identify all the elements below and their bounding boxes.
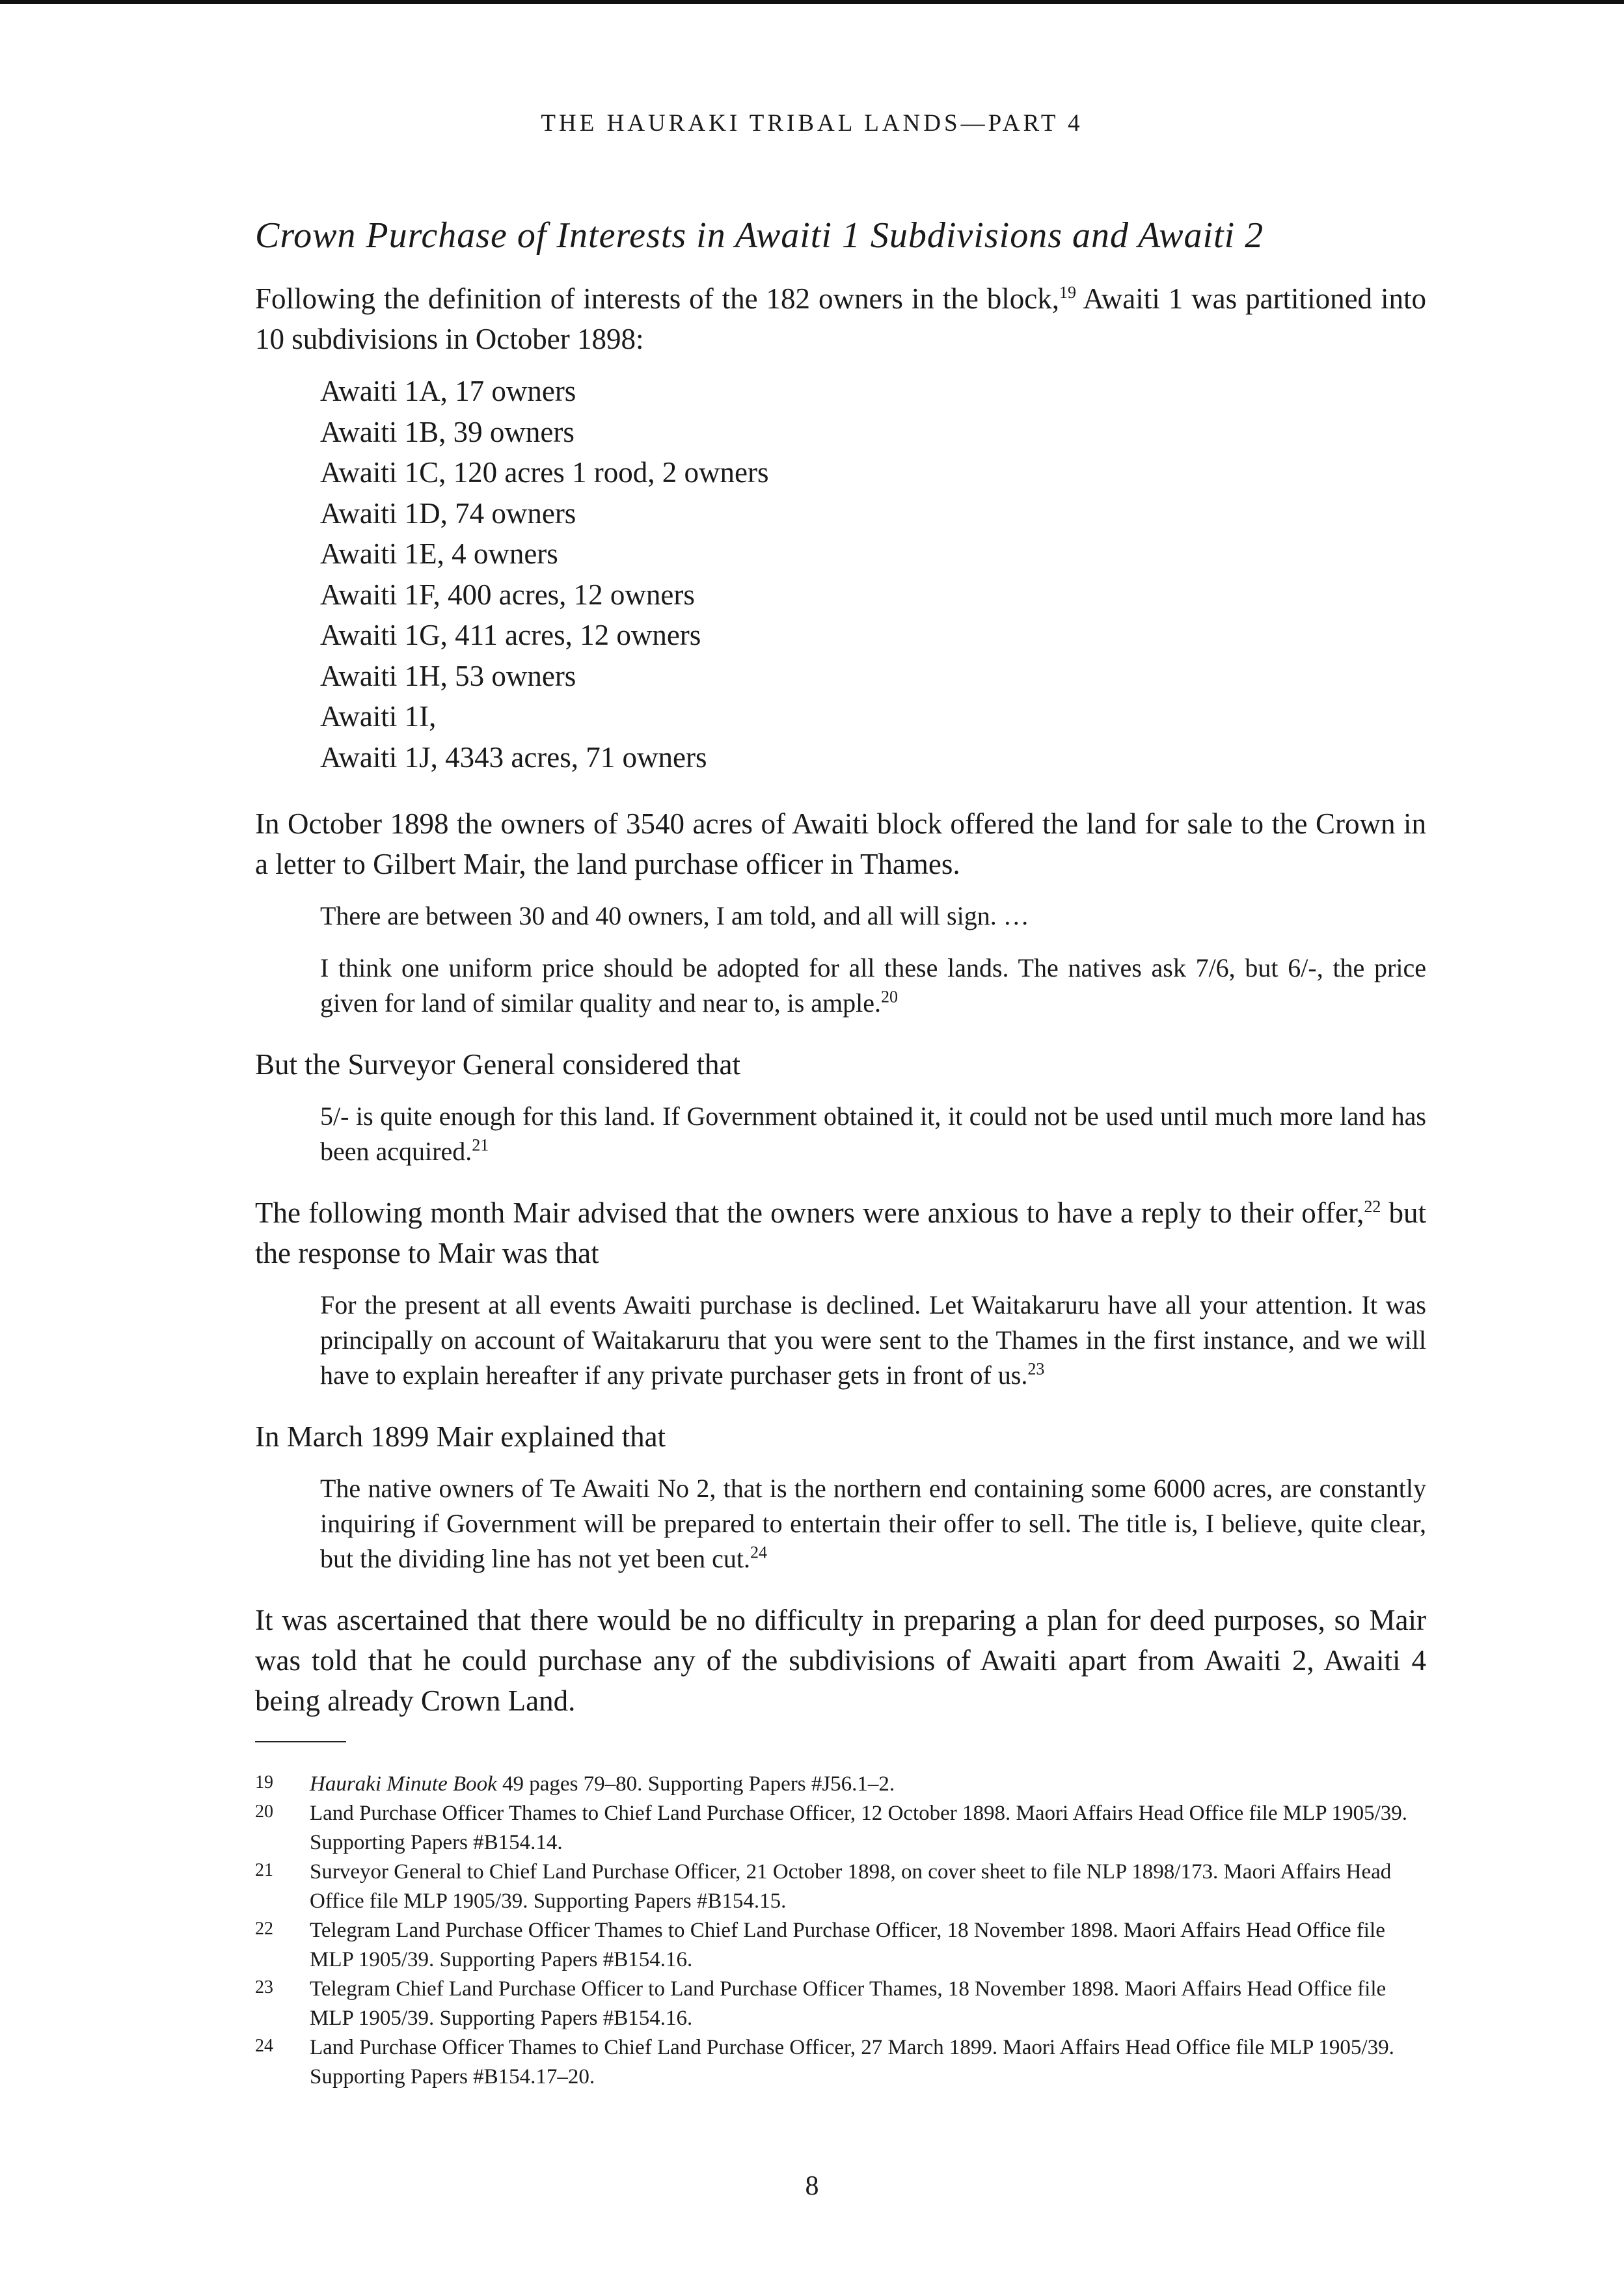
main-content xyxy=(255,215,1426,1721)
paragraph-3: But the Surveyor General considered that xyxy=(255,1048,741,1081)
quote-2 xyxy=(320,1099,1426,1169)
footnote-text: Land Purchase Officer Thames to Chief Land Purchase Officer, 12 October 1898. Maori Affairs Head Office file MLP 1905/39. Supporting Papers #B154.14. xyxy=(310,1802,1408,1854)
footnote xyxy=(255,1799,1426,1858)
paragraph-5: In March 1899 Mair explained that xyxy=(255,1420,666,1453)
footnote-text: Telegram Land Purchase Officer Thames to Chief Land Purchase Officer, 18 November 1898. Maori Affairs Head Office file MLP 1905/39. Supporting Papers #B154.16. xyxy=(310,1919,1385,1971)
footnote-ref-22[interactable]: 22 xyxy=(1364,1197,1381,1216)
subdivision-list xyxy=(255,371,1426,778)
footnote-text: Telegram Chief Land Purchase Officer to Land Purchase Officer Thames, 18 November 1898. Maori Affairs Head Office file MLP 1905/39. Supporting Papers #B154.16. xyxy=(310,1977,1387,2030)
footnote xyxy=(255,1975,1426,2033)
quote-1b xyxy=(320,951,1426,1021)
list-item: Awaiti 1G, 411 acres, 12 owners xyxy=(320,619,701,651)
footnote-number: 24 xyxy=(255,2036,273,2056)
list-item: Awaiti 1B, 39 owners xyxy=(320,415,575,448)
footnote-number: 19 xyxy=(255,1772,273,1792)
quote-1a: There are between 30 and 40 owners, I am told, and all will sign. … xyxy=(320,901,1029,930)
footnote-number: 20 xyxy=(255,1802,273,1822)
list-item: Awaiti 1C, 120 acres 1 rood, 2 owners xyxy=(320,456,769,489)
paragraph-1 xyxy=(255,278,1426,359)
paragraph-2: In October 1898 the owners of 3540 acres of Awaiti block offered the land for sale to the Crown in a letter to Gilbert Mair, the land purchase officer in Thames. xyxy=(255,807,1426,880)
quote-3-text: For the present at all events Awaiti purchase is declined. Let Waitakaruru have all your attention. It was principally on account of Waitakaruru that you were sent to the Thames in the first instance, and we will have to explain hereafter if any private purchaser gets in front of us. xyxy=(320,1290,1426,1390)
paragraph-1-text-a: Following the definition of interests of the 182 owners in the block, xyxy=(255,282,1059,315)
paragraph-4-text-b: but the response to Mair was that xyxy=(255,1197,1426,1269)
quote-4-text: The native owners of Te Awaiti No 2, that is the northern end containing some 6000 acres, are constantly inquiring if Government will be prepared to entertain their offer to sell. The title is, I believe, quite clear, but the dividing line has not yet been cut. xyxy=(320,1474,1426,1573)
paragraph-4 xyxy=(255,1193,1426,1273)
footnote xyxy=(255,1770,1426,1799)
footnote-ref-19[interactable]: 19 xyxy=(1059,283,1076,302)
page-number: 8 xyxy=(805,2171,819,2201)
quote-3 xyxy=(320,1288,1426,1393)
footnote-body: 49 pages 79–80. Supporting Papers #J56.1–2. xyxy=(496,1772,895,1796)
top-edge-rule xyxy=(0,0,1624,4)
footnote-text: Land Purchase Officer Thames to Chief Land Purchase Officer, 27 March 1899. Maori Affairs Head Office file MLP 1905/39. Supporting Papers #B154.17–20. xyxy=(310,2036,1394,2089)
list-item: Awaiti 1I, xyxy=(320,700,437,733)
footnote xyxy=(255,1858,1426,1916)
paragraph-4-text-a: The following month Mair advised that the owners were anxious to have a reply to their offer, xyxy=(255,1197,1364,1229)
footnote-text: Surveyor General to Chief Land Purchase Officer, 21 October 1898, on cover sheet to file NLP 1898/173. Maori Affairs Head Office file MLP 1905/39. Supporting Papers #B154.15. xyxy=(310,1860,1392,1913)
quote-4 xyxy=(320,1471,1426,1576)
list-item: Awaiti 1F, 400 acres, 12 owners xyxy=(320,578,695,611)
footnote-text xyxy=(310,1770,1426,1799)
footnote xyxy=(255,2033,1426,2092)
footnote-ref-24[interactable]: 24 xyxy=(750,1543,767,1562)
list-item: Awaiti 1E, 4 owners xyxy=(320,537,558,570)
quote-1b-text: I think one uniform price should be adopted for all these lands. The natives ask 7/6, but 6/-, the price given for land of similar quality and near to, is ample. xyxy=(320,953,1426,1018)
footnote-italic-title: Hauraki Minute Book xyxy=(310,1772,497,1796)
list-item: Awaiti 1D, 74 owners xyxy=(320,496,576,530)
quote-2-text: 5/- is quite enough for this land. If Government obtained it, it could not be used until much more land has been acquired. xyxy=(320,1102,1426,1166)
list-item: Awaiti 1H, 53 owners xyxy=(320,659,576,692)
section-title: Crown Purchase of Interests in Awaiti 1 Subdivisions and Awaiti 2 xyxy=(255,215,1264,256)
paragraph-6: It was ascertained that there would be no difficulty in preparing a plan for deed purposes, so Mair was told that he could purchase any of the subdivisions of Awaiti apart from Awaiti 2, Awaiti 4 being already Crown Land. xyxy=(255,1604,1426,1717)
footnote-ref-23[interactable]: 23 xyxy=(1027,1359,1045,1379)
list-item: Awaiti 1J, 4343 acres, 71 owners xyxy=(320,740,707,774)
footnote-number: 23 xyxy=(255,1977,273,1997)
footnote xyxy=(255,1916,1426,1975)
footnote-ref-20[interactable]: 20 xyxy=(881,987,898,1007)
footnote-number: 21 xyxy=(255,1860,273,1880)
footnote-number: 22 xyxy=(255,1919,273,1939)
list-item: Awaiti 1A, 17 owners xyxy=(320,375,576,407)
footnote-divider xyxy=(255,1741,346,1742)
footnotes xyxy=(255,1770,1426,2092)
running-head: THE HAURAKI TRIBAL LANDS—PART 4 xyxy=(541,110,1083,137)
footnote-ref-21[interactable]: 21 xyxy=(472,1135,489,1155)
paragraph-1-text-b: Awaiti 1 was partitioned into 10 subdivisions in October 1898: xyxy=(255,282,1426,355)
